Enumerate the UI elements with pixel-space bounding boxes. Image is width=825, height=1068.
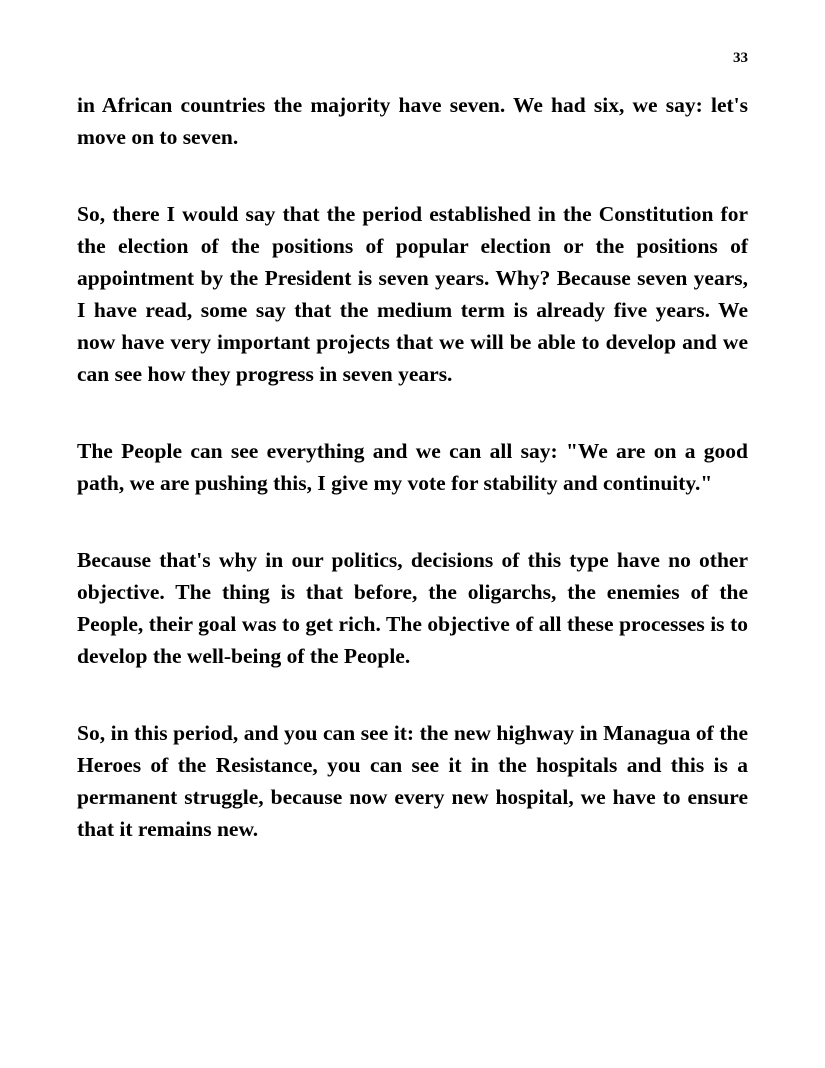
paragraph-4: Because that's why in our politics, decisions of this type have no other objective. The thing is that before, the oligarchs, the enemies of the People, their goal was to get rich. The objective of all these processes is to develop the well-being of the People.	[77, 548, 748, 668]
paragraph-2: So, there I would say that the period established in the Constitution for the election of the positions of popular election or the positions of appointment by the President is seven years. Why? Because seven years, I have read, some say that the medium term is already five years. We now have very important projects that we will be able to develop and we can see how they progress in seven years.	[77, 202, 748, 386]
paragraph-5: So, in this period, and you can see it: the new highway in Managua of the Heroes of the Resistance, you can see it in the hospitals and this is a permanent struggle, because now every new hospital, we have to ensure that it remains new.	[77, 721, 748, 841]
page-number: 33	[733, 50, 748, 66]
document-body	[77, 89, 748, 890]
paragraph-1: in African countries the majority have seven. We had six, we say: let's move on to seven.	[77, 93, 748, 149]
paragraph-3: The People can see everything and we can all say: "We are on a good path, we are pushing this, I give my vote for stability and continuity."	[77, 439, 748, 495]
